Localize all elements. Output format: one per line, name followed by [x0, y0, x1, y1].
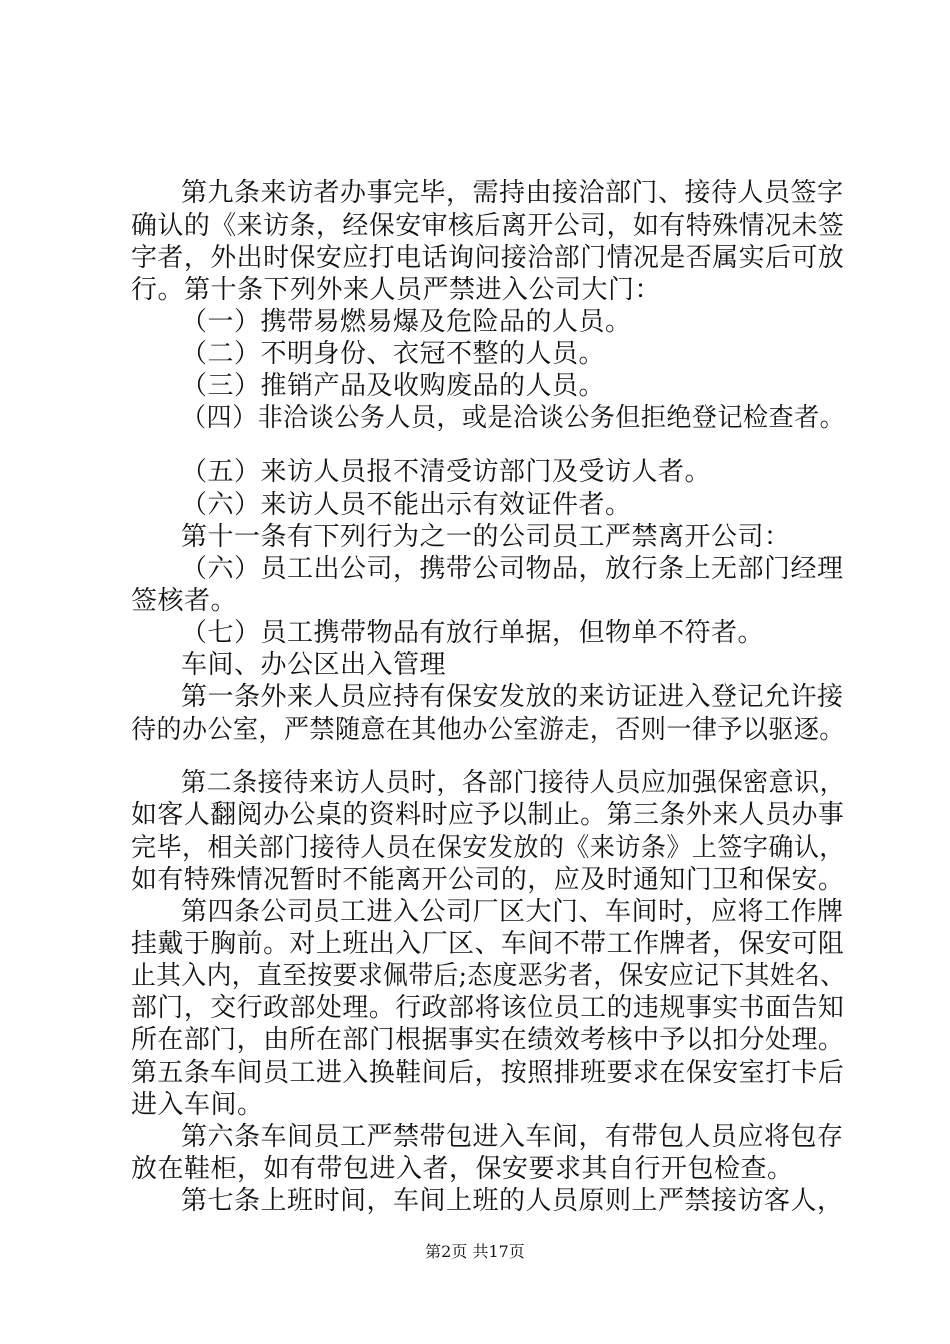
- section-heading: 车间、办公区出入管理: [181, 650, 447, 680]
- text-line: 第六条车间员工严禁带包进入车间，有带包人员应将包存: [181, 1122, 844, 1152]
- text-line: 部门，交行政部处理。行政部将该位员工的违规事实书面告知: [131, 993, 845, 1023]
- text-line: 第一条外来人员应持有保安发放的来访证进入登记允许接: [181, 682, 844, 712]
- text-line: （七）员工携带物品有放行单据，但物单不符者。: [181, 618, 765, 648]
- text-line: 放在鞋柜，如有带包进入者，保安要求其自行开包检查。: [131, 1154, 794, 1184]
- text-line: （二）不明身份、衣冠不整的人员。: [181, 339, 606, 369]
- text-line: 第九条来访者办事完毕，需持由接洽部门、接待人员签字: [181, 178, 844, 208]
- text-line: 止其入内，直至按要求佩带后;态度恶劣者，保安应记下其姓名、: [131, 961, 846, 991]
- text-line: 完毕，相关部门接待人员在保安发放的《来访条》上签字确认，: [131, 833, 845, 863]
- text-line: 如有特殊情况暂时不能离开公司的，应及时通知门卫和保安。: [131, 865, 845, 895]
- text-line: （五）来访人员报不清受访部门及受访人者。: [181, 457, 712, 487]
- text-line: 第二条接待来访人员时，各部门接待人员应加强保密意识，: [181, 768, 846, 798]
- text-line: 签核者。: [131, 586, 238, 616]
- text-line: 待的办公室，严禁随意在其他办公室游走，否则一律予以驱逐。: [131, 715, 845, 745]
- text-line: 如客人翻阅办公桌的资料时应予以制止。第三条外来人员办事: [131, 800, 845, 830]
- text-line: （三）推销产品及收购废品的人员。: [181, 371, 606, 401]
- text-line: 挂戴于胸前。对上班出入厂区、车间不带工作牌者，保安可阻: [131, 929, 845, 959]
- text-line: 第五条车间员工进入换鞋间后，按照排班要求在保安室打卡后: [131, 1058, 845, 1088]
- text-line: 第十一条有下列行为之一的公司员工严禁离开公司：: [181, 522, 791, 552]
- text-line: （一）携带易燃易爆及危险品的人员。: [181, 307, 632, 337]
- page-number: 第2页 共17页: [425, 1242, 525, 1261]
- text-line: 所在部门，由所在部门根据事实在绩效考核中予以扣分处理。: [131, 1025, 845, 1055]
- text-line: （四）非洽谈公务人员，或是洽谈公务但拒绝登记检查者。: [181, 403, 846, 433]
- text-line: 确认的《来访条，经保安审核后离开公司，如有特殊情况未签: [131, 211, 845, 241]
- text-line: 进入车间。: [131, 1090, 264, 1120]
- text-line: 行。第十条下列外来人员严禁进入公司大门：: [131, 275, 662, 305]
- text-line: （六）来访人员不能出示有效证件者。: [181, 490, 632, 520]
- text-line: 第七条上班时间，车间上班的人员原则上严禁接访客人，: [181, 1186, 844, 1216]
- text-line: 字者，外出时保安应打电话询问接洽部门情况是否属实后可放: [131, 243, 845, 273]
- text-line: （六）员工出公司，携带公司物品，放行条上无部门经理: [181, 554, 844, 584]
- text-line: 第四条公司员工进入公司厂区大门、车间时，应将工作牌: [181, 897, 844, 927]
